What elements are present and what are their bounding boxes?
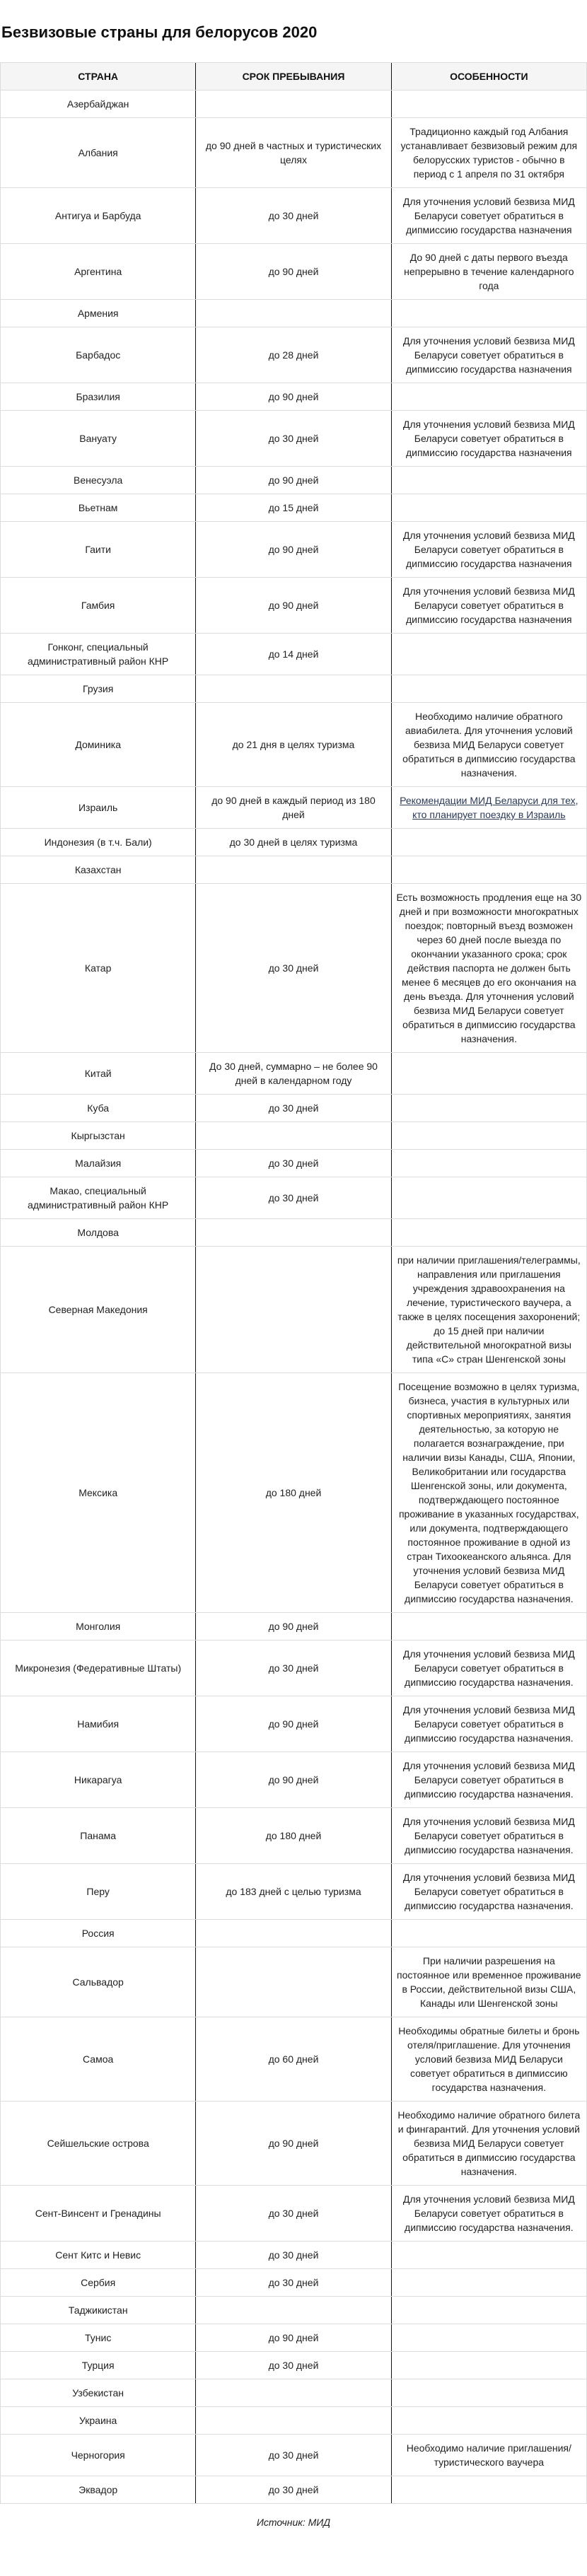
notes-cell: Для уточнения условий безвиза МИД Беларуси советует обратиться в дипмиссию государства назначения. bbox=[391, 1864, 586, 1920]
column-header-notes: ОСОБЕННОСТИ bbox=[391, 63, 586, 91]
notes-cell: Для уточнения условий безвиза МИД Беларуси советует обратиться в дипмиссию государства назначения bbox=[391, 411, 586, 467]
country-cell: Албания bbox=[1, 118, 196, 188]
table-row bbox=[1, 1373, 587, 1613]
stay-duration-cell bbox=[196, 1947, 391, 2017]
country-cell: Китай bbox=[1, 1053, 196, 1095]
country-cell: Доминика bbox=[1, 703, 196, 787]
table-row bbox=[1, 1219, 587, 1247]
table-row bbox=[1, 2269, 587, 2297]
table-row bbox=[1, 118, 587, 188]
country-cell: Микронезия (Федеративные Штаты) bbox=[1, 1640, 196, 1696]
country-cell: Тунис bbox=[1, 2324, 196, 2352]
notes-cell bbox=[391, 494, 586, 522]
notes-cell bbox=[391, 1095, 586, 1122]
stay-duration-cell: до 90 дней в частных и туристических целях bbox=[196, 118, 391, 188]
country-cell: Катар bbox=[1, 884, 196, 1053]
table-row bbox=[1, 1752, 587, 1808]
table-row bbox=[1, 856, 587, 884]
source-note: Источник: МИД bbox=[256, 2517, 331, 2528]
country-cell: Венесуэла bbox=[1, 467, 196, 494]
stay-duration-cell: до 30 дней bbox=[196, 1177, 391, 1219]
country-cell: Сальвадор bbox=[1, 1947, 196, 2017]
country-cell: Бразилия bbox=[1, 383, 196, 411]
stay-duration-cell: До 30 дней, суммарно – не более 90 дней в календарном году bbox=[196, 1053, 391, 1095]
stay-duration-cell: до 30 дней bbox=[196, 2269, 391, 2297]
table-row bbox=[1, 2186, 587, 2242]
stay-duration-cell: до 21 дня в целях туризма bbox=[196, 703, 391, 787]
notes-cell bbox=[391, 300, 586, 327]
notes-cell bbox=[391, 1177, 586, 1219]
notes-cell bbox=[391, 2242, 586, 2269]
country-cell: Мексика bbox=[1, 1373, 196, 1613]
notes-cell bbox=[391, 1150, 586, 1177]
stay-duration-cell bbox=[196, 2297, 391, 2324]
stay-duration-cell bbox=[196, 2407, 391, 2435]
table-row bbox=[1, 1122, 587, 1150]
country-cell: Намибия bbox=[1, 1696, 196, 1752]
stay-duration-cell: до 28 дней bbox=[196, 327, 391, 383]
table-row bbox=[1, 91, 587, 118]
country-cell: Вануату bbox=[1, 411, 196, 467]
stay-duration-cell bbox=[196, 1920, 391, 1947]
table-row bbox=[1, 2297, 587, 2324]
table-row bbox=[1, 522, 587, 578]
country-cell: Гонконг, специальный административный район КНР bbox=[1, 634, 196, 675]
table-row bbox=[1, 1920, 587, 1947]
stay-duration-cell bbox=[196, 675, 391, 703]
country-cell: Индонезия (в т.ч. Бали) bbox=[1, 829, 196, 856]
notes-cell: Посещение возможно в целях туризма, бизнеса, участия в культурных или спортивных мероприятиях, занятия деятельностью, за которую не полагается вознаграждение, при наличии визы Канады, США, Японии, Великобритании или государства Шенгенской зоны, или документа, подтверждающего постоянное проживание в указанных государствах, или документа, подтверждающего постоянное проживание в одной из стран Тихоокеанского альянса. Для уточнения условий безвиза МИД Беларуси советует обратиться в дипмиссию государства назначения. bbox=[391, 1373, 586, 1613]
table-row bbox=[1, 787, 587, 829]
stay-duration-cell bbox=[196, 1219, 391, 1247]
notes-cell: Необходимо наличие приглашения/туристического ваучера bbox=[391, 2435, 586, 2476]
notes-cell bbox=[391, 1053, 586, 1095]
country-cell: Гаити bbox=[1, 522, 196, 578]
stay-duration-cell: до 30 дней bbox=[196, 2476, 391, 2504]
stay-duration-cell: до 90 дней bbox=[196, 1696, 391, 1752]
notes-cell: Для уточнения условий безвиза МИД Беларуси советует обратиться в дипмиссию государства назначения. bbox=[391, 2186, 586, 2242]
notes-cell bbox=[391, 467, 586, 494]
country-cell: Аргентина bbox=[1, 244, 196, 300]
stay-duration-cell: до 30 дней bbox=[196, 2186, 391, 2242]
table-row bbox=[1, 1696, 587, 1752]
notes-cell: Для уточнения условий безвиза МИД Беларуси советует обратиться в дипмиссию государства назначения bbox=[391, 522, 586, 578]
stay-duration-cell bbox=[196, 1247, 391, 1373]
stay-duration-cell: до 90 дней bbox=[196, 244, 391, 300]
stay-duration-cell: до 30 дней bbox=[196, 2242, 391, 2269]
country-cell: Сейшельские острова bbox=[1, 2102, 196, 2186]
notes-cell: Есть возможность продления еще на 30 дней и при возможности многократных поездок; повторный въезд возможен через 60 дней после выезда по окончании указанного срока; срок действия паспорта не должен быть менее 6 месяцев до его окончания на день въезда. Для уточнения условий безвиза МИД Беларуси советует обратиться в дипмиссию государства назначения. bbox=[391, 884, 586, 1053]
notes-cell: Необходимо наличие обратного билета и фингарантий. Для уточнения условий безвиза МИД Беларуси советует обратиться в дипмиссию государства назначения. bbox=[391, 2102, 586, 2186]
notes-cell bbox=[391, 2324, 586, 2352]
table-row bbox=[1, 327, 587, 383]
stay-duration-cell: до 30 дней bbox=[196, 884, 391, 1053]
table-row bbox=[1, 1640, 587, 1696]
notes-cell bbox=[391, 1122, 586, 1150]
notes-cell bbox=[391, 829, 586, 856]
stay-duration-cell: до 183 дней с целью туризма bbox=[196, 1864, 391, 1920]
table-row bbox=[1, 383, 587, 411]
country-cell: Макао, специальный административный район КНР bbox=[1, 1177, 196, 1219]
stay-duration-cell: до 30 дней в целях туризма bbox=[196, 829, 391, 856]
stay-duration-cell: до 180 дней bbox=[196, 1373, 391, 1613]
notes-cell bbox=[391, 2476, 586, 2504]
country-cell: Северная Македония bbox=[1, 1247, 196, 1373]
stay-duration-cell: до 90 дней bbox=[196, 2102, 391, 2186]
table-row bbox=[1, 578, 587, 634]
stay-duration-cell: до 90 дней bbox=[196, 1752, 391, 1808]
table-row bbox=[1, 634, 587, 675]
table-row bbox=[1, 2407, 587, 2435]
table-row bbox=[1, 675, 587, 703]
table-row bbox=[1, 2476, 587, 2504]
notes-cell bbox=[391, 2379, 586, 2407]
notes-cell bbox=[391, 787, 586, 829]
stay-duration-cell: до 30 дней bbox=[196, 188, 391, 244]
notes-cell: Необходимы обратные билеты и бронь отеля/приглашение. Для уточнения условий безвиза МИД Беларуси советует обратиться в дипмиссию государства назначения. bbox=[391, 2017, 586, 2102]
country-cell: Молдова bbox=[1, 1219, 196, 1247]
country-cell: Сент-Винсент и Гренадины bbox=[1, 2186, 196, 2242]
table-row bbox=[1, 1613, 587, 1640]
country-cell: Казахстан bbox=[1, 856, 196, 884]
notes-cell: Для уточнения условий безвиза МИД Беларуси советует обратиться в дипмиссию государства назначения bbox=[391, 188, 586, 244]
israel-recommendations-link[interactable]: Рекомендации МИД Беларуси для тех, кто планирует поездку в Израиль bbox=[400, 795, 579, 820]
stay-duration-cell: до 90 дней bbox=[196, 578, 391, 634]
stay-duration-cell: до 90 дней bbox=[196, 522, 391, 578]
notes-cell: Для уточнения условий безвиза МИД Беларуси советует обратиться в дипмиссию государства назначения. bbox=[391, 1640, 586, 1696]
notes-cell bbox=[391, 675, 586, 703]
country-cell: Узбекистан bbox=[1, 2379, 196, 2407]
table-row bbox=[1, 411, 587, 467]
notes-cell bbox=[391, 1920, 586, 1947]
country-cell: Гамбия bbox=[1, 578, 196, 634]
notes-cell: Для уточнения условий безвиза МИД Беларуси советует обратиться в дипмиссию государства назначения. bbox=[391, 1752, 586, 1808]
stay-duration-cell: до 30 дней bbox=[196, 1095, 391, 1122]
country-cell: Азербайджан bbox=[1, 91, 196, 118]
column-header-stay: СРОК ПРЕБЫВАНИЯ bbox=[196, 63, 391, 91]
stay-duration-cell: до 60 дней bbox=[196, 2017, 391, 2102]
stay-duration-cell: до 90 дней bbox=[196, 467, 391, 494]
country-cell: Россия bbox=[1, 1920, 196, 1947]
table-body bbox=[1, 91, 587, 2504]
country-cell: Малайзия bbox=[1, 1150, 196, 1177]
stay-duration-cell: до 30 дней bbox=[196, 2352, 391, 2379]
notes-cell bbox=[391, 2297, 586, 2324]
notes-cell: Необходимо наличие обратного авиабилета. Для уточнения условий безвиза МИД Беларуси советует обратиться в дипмиссию государства назначения. bbox=[391, 703, 586, 787]
stay-duration-cell: до 30 дней bbox=[196, 1150, 391, 1177]
country-cell: Таджикистан bbox=[1, 2297, 196, 2324]
table-row bbox=[1, 2102, 587, 2186]
notes-cell: До 90 дней с даты первого въезда непрерывно в течение календарного года bbox=[391, 244, 586, 300]
notes-cell: при наличии приглашения/телеграммы, направления или приглашения учреждения здравоохранения на лечение, туристического ваучера, а также в целях посещения захоронений; до 15 дней при наличии действительной многократной визы типа «С» стран Шенгенской зоны bbox=[391, 1247, 586, 1373]
country-cell: Перу bbox=[1, 1864, 196, 1920]
table-row bbox=[1, 1947, 587, 2017]
country-cell: Турция bbox=[1, 2352, 196, 2379]
table-row bbox=[1, 1095, 587, 1122]
notes-cell bbox=[391, 856, 586, 884]
stay-duration-cell: до 90 дней bbox=[196, 2324, 391, 2352]
notes-cell: Традиционно каждый год Албания устанавливает безвизовый режим для белорусских туристов - обычно в период с 1 апреля по 31 октября bbox=[391, 118, 586, 188]
column-header-country: СТРАНА bbox=[1, 63, 196, 91]
table-row bbox=[1, 703, 587, 787]
table-row bbox=[1, 2352, 587, 2379]
stay-duration-cell: до 30 дней bbox=[196, 411, 391, 467]
notes-cell bbox=[391, 91, 586, 118]
stay-duration-cell: до 15 дней bbox=[196, 494, 391, 522]
stay-duration-cell: до 90 дней bbox=[196, 383, 391, 411]
notes-cell bbox=[391, 2407, 586, 2435]
stay-duration-cell: до 30 дней bbox=[196, 1640, 391, 1696]
notes-cell bbox=[391, 383, 586, 411]
table-row bbox=[1, 1864, 587, 1920]
country-cell: Панама bbox=[1, 1808, 196, 1864]
stay-duration-cell bbox=[196, 2379, 391, 2407]
stay-duration-cell: до 30 дней bbox=[196, 2435, 391, 2476]
stay-duration-cell: до 90 дней bbox=[196, 1613, 391, 1640]
table-row bbox=[1, 1053, 587, 1095]
table-row bbox=[1, 1247, 587, 1373]
notes-cell: Для уточнения условий безвиза МИД Беларуси советует обратиться в дипмиссию государства назначения. bbox=[391, 1808, 586, 1864]
table-row bbox=[1, 300, 587, 327]
country-cell: Кыргызстан bbox=[1, 1122, 196, 1150]
table-row bbox=[1, 467, 587, 494]
table-header-row bbox=[1, 63, 587, 91]
country-cell: Армения bbox=[1, 300, 196, 327]
table-row bbox=[1, 1150, 587, 1177]
stay-duration-cell bbox=[196, 856, 391, 884]
table-row bbox=[1, 2435, 587, 2476]
notes-cell: Для уточнения условий безвиза МИД Беларуси советует обратиться в дипмиссию государства назначения bbox=[391, 327, 586, 383]
notes-cell bbox=[391, 2269, 586, 2297]
notes-cell bbox=[391, 1613, 586, 1640]
notes-cell bbox=[391, 2352, 586, 2379]
table-row bbox=[1, 2017, 587, 2102]
notes-cell: При наличии разрешения на постоянное или временное проживание в России, действительной визы США, Канады или Шенгенской зоны bbox=[391, 1947, 586, 2017]
table-row bbox=[1, 884, 587, 1053]
visa-free-countries-table bbox=[0, 62, 587, 2504]
stay-duration-cell: до 90 дней в каждый период из 180 дней bbox=[196, 787, 391, 829]
country-cell: Украина bbox=[1, 2407, 196, 2435]
table-row bbox=[1, 829, 587, 856]
stay-duration-cell bbox=[196, 1122, 391, 1150]
country-cell: Вьетнам bbox=[1, 494, 196, 522]
country-cell: Никарагуа bbox=[1, 1752, 196, 1808]
table-row bbox=[1, 2242, 587, 2269]
stay-duration-cell bbox=[196, 91, 391, 118]
table-row bbox=[1, 188, 587, 244]
country-cell: Антигуа и Барбуда bbox=[1, 188, 196, 244]
table-row bbox=[1, 1177, 587, 1219]
country-cell: Барбадос bbox=[1, 327, 196, 383]
country-cell: Сербия bbox=[1, 2269, 196, 2297]
country-cell: Монголия bbox=[1, 1613, 196, 1640]
notes-cell: Для уточнения условий безвиза МИД Беларуси советует обратиться в дипмиссию государства назначения. bbox=[391, 1696, 586, 1752]
table-row bbox=[1, 1808, 587, 1864]
country-cell: Эквадор bbox=[1, 2476, 196, 2504]
notes-cell: Для уточнения условий безвиза МИД Беларуси советует обратиться в дипмиссию государства назначения bbox=[391, 578, 586, 634]
table-row bbox=[1, 2324, 587, 2352]
country-cell: Черногория bbox=[1, 2435, 196, 2476]
stay-duration-cell bbox=[196, 300, 391, 327]
country-cell: Израиль bbox=[1, 787, 196, 829]
country-cell: Куба bbox=[1, 1095, 196, 1122]
page-title: Безвизовые страны для белорусов 2020 bbox=[1, 23, 318, 41]
table-row bbox=[1, 2379, 587, 2407]
stay-duration-cell: до 14 дней bbox=[196, 634, 391, 675]
country-cell: Сент Китс и Невис bbox=[1, 2242, 196, 2269]
country-cell: Самоа bbox=[1, 2017, 196, 2102]
stay-duration-cell: до 180 дней bbox=[196, 1808, 391, 1864]
table-row bbox=[1, 494, 587, 522]
notes-cell bbox=[391, 1219, 586, 1247]
country-cell: Грузия bbox=[1, 675, 196, 703]
notes-cell bbox=[391, 634, 586, 675]
table-row bbox=[1, 244, 587, 300]
